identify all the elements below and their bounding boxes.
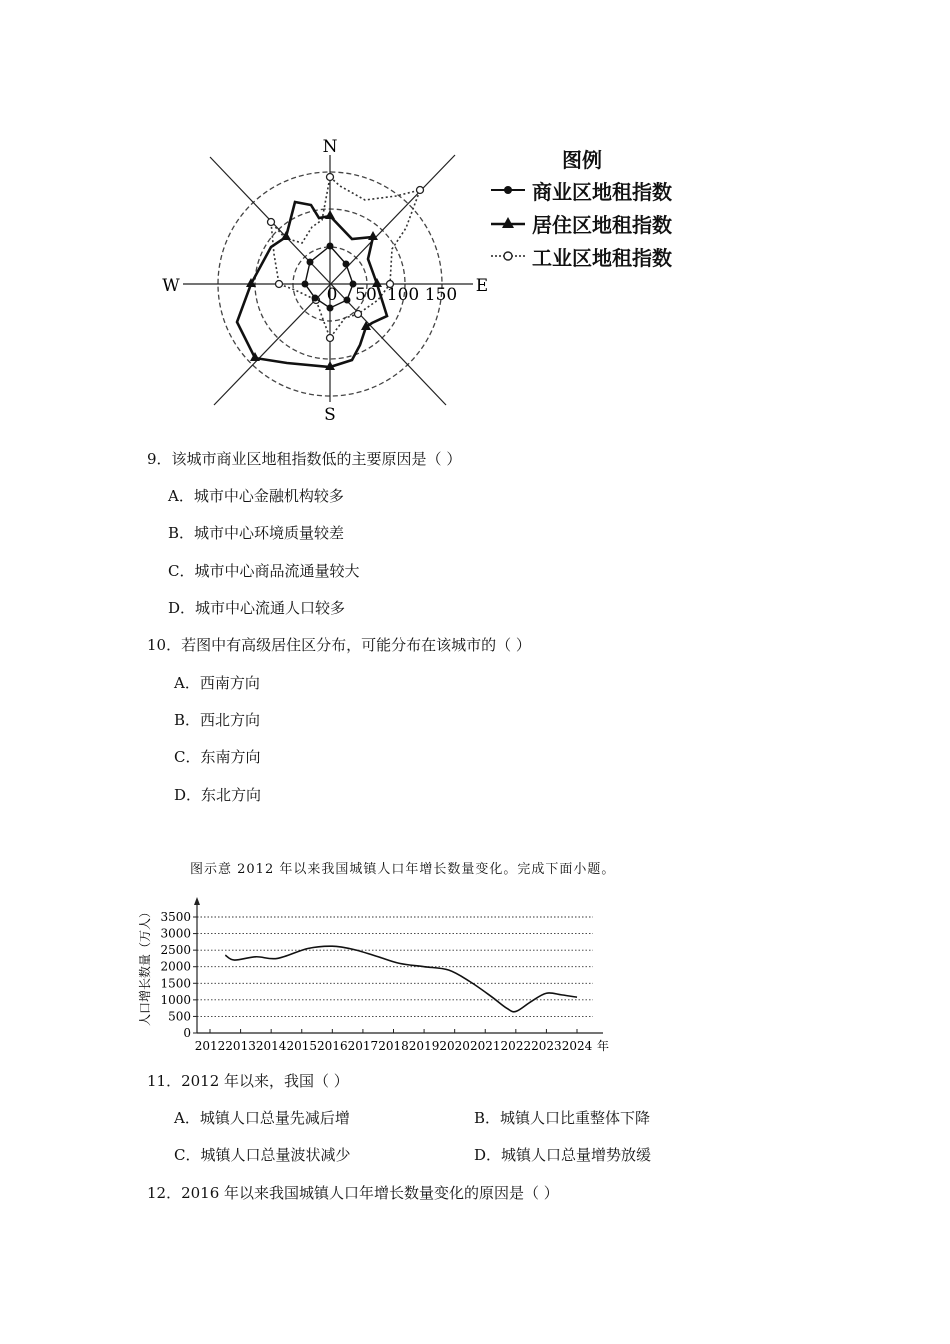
xtick-label-2021: 2021 (469, 1039, 501, 1053)
question-11-option-c: C．城镇人口总量波状减少 (174, 1146, 351, 1164)
legend-industrial-label: 工业区地租指数 (532, 246, 672, 270)
legend-residential-swatch (490, 215, 526, 231)
question-11: 11．2012 年以来，我国（ ） (147, 1072, 349, 1090)
ytick-label-500: 500 (168, 1009, 191, 1024)
question-9-option-d: D．城市中心流通人口较多 (168, 599, 346, 617)
ytick-label-3000: 3000 (160, 926, 191, 941)
ytick-label-2000: 2000 (160, 959, 191, 974)
legend-title: 图例 (562, 148, 602, 172)
urban-population-growth-chart (140, 895, 620, 1055)
y-axis-arrow (194, 897, 200, 905)
rent-rose-diagram (150, 130, 510, 430)
question-10-option-c: C．东南方向 (174, 748, 261, 766)
xtick-label-2014: 2014 (255, 1039, 287, 1053)
label-east: E (475, 276, 489, 296)
scale-label-50: 50 (355, 285, 377, 305)
question-11-option-b: B．城镇人口比重整体下降 (474, 1109, 651, 1127)
ytick-label-0: 0 (183, 1026, 191, 1040)
xtick-label-2024: 2024 (561, 1039, 593, 1053)
ytick-label-1500: 1500 (160, 976, 191, 991)
xtick-label-2020: 2020 (439, 1039, 470, 1053)
y-axis-label: 人口增长数量（万人） (138, 905, 152, 1027)
question-9-option-b: B．城市中心环境质量较差 (168, 524, 345, 542)
ytick-label-2500: 2500 (160, 943, 191, 958)
xtick-label-2013: 2013 (225, 1039, 256, 1053)
question-12: 12．2016 年以来我国城镇人口年增长数量变化的原因是（ ） (147, 1184, 559, 1202)
label-west: W (162, 276, 180, 296)
xtick-label-2022: 2022 (500, 1039, 532, 1053)
question-11-option-a: A．城镇人口总量先减后增 (174, 1109, 350, 1127)
xtick-label-2015: 2015 (286, 1039, 318, 1053)
ytick-label-3500: 3500 (160, 910, 191, 924)
xtick-label-2018: 2018 (378, 1039, 409, 1053)
question-9: 9．该城市商业区地租指数低的主要原因是（ ） (147, 450, 462, 468)
legend-commercial-swatch (490, 182, 526, 198)
figure-caption: 图示意 2012 年以来我国城镇人口年增长数量变化。完成下面小题。 (190, 862, 616, 877)
x-axis-unit: 年 (597, 1039, 610, 1053)
scale-label-100: 100 (386, 285, 420, 305)
industrial-rent-line (271, 177, 420, 338)
xtick-label-2019: 2019 (408, 1039, 440, 1053)
ytick-label-1000: 1000 (160, 992, 191, 1007)
label-north: N (322, 137, 338, 157)
growth-series-line (225, 946, 577, 1012)
scale-label-150: 150 (424, 285, 458, 305)
question-10: 10．若图中有高级居住区分布，可能分布在该城市的（ ） (147, 636, 531, 654)
xtick-label-2023: 2023 (531, 1039, 562, 1053)
question-10-option-b: B．西北方向 (174, 711, 261, 729)
legend-industrial-swatch (490, 248, 526, 264)
xtick-label-2017: 2017 (347, 1039, 379, 1053)
question-10-option-a: A．西南方向 (174, 674, 260, 692)
question-9-option-a: A．城市中心金融机构较多 (168, 487, 344, 505)
scale-label-0: 0 (326, 285, 338, 305)
label-south: S (324, 405, 336, 425)
question-10-option-d: D．东北方向 (174, 786, 262, 804)
xtick-label-2012: 2012 (194, 1039, 226, 1053)
question-11-option-d: D．城镇人口总量增势放缓 (474, 1146, 652, 1164)
question-9-option-c: C．城市中心商品流通量较大 (168, 562, 360, 580)
legend-residential-label: 居住区地租指数 (532, 213, 672, 237)
xtick-label-2016: 2016 (317, 1039, 348, 1053)
legend (488, 142, 728, 277)
legend-commercial-label: 商业区地租指数 (532, 180, 672, 204)
